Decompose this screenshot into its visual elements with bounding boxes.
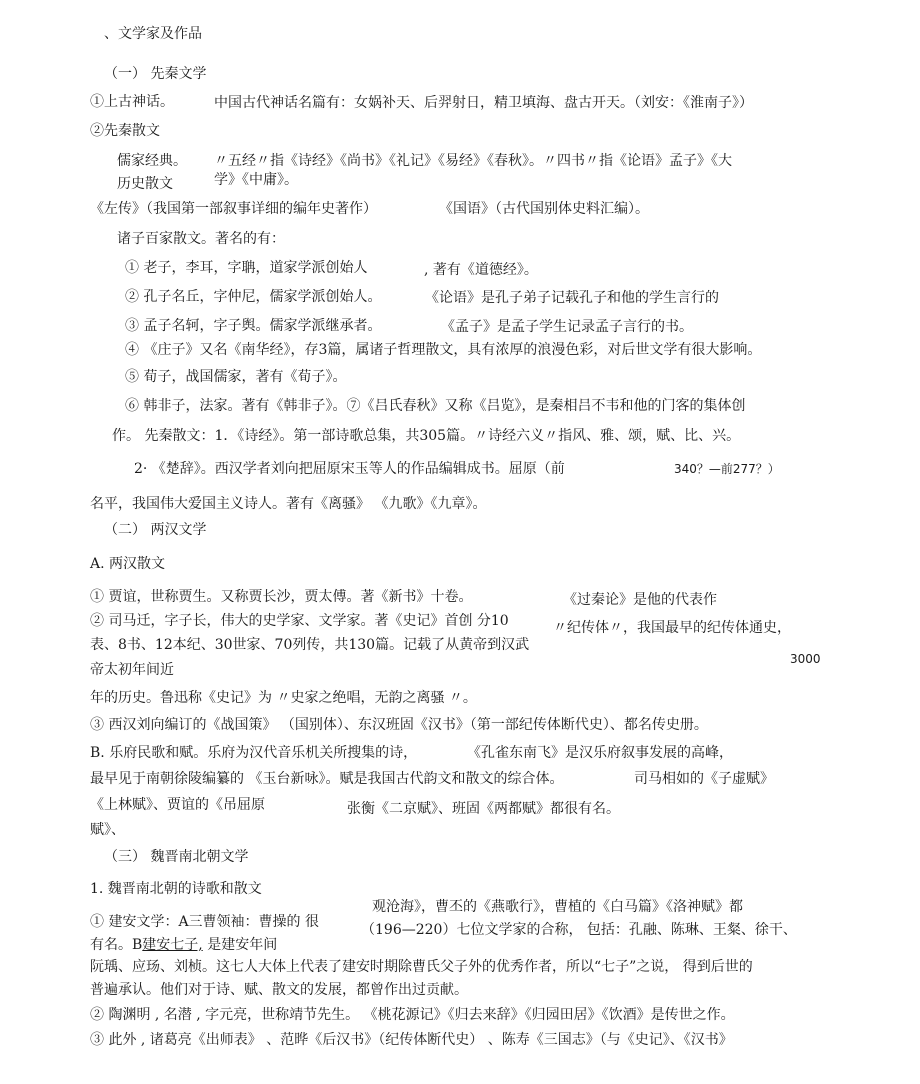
text-line: 司马相如的《子虚赋》 xyxy=(634,771,774,787)
text-line: 赋》、 xyxy=(90,822,125,838)
text-line: 《国语》（古代国别体史料汇编）。 xyxy=(439,201,649,217)
text-line: ② 司马迁，字子长，伟大的史学家、文学家。著《史记》首创 分10 xyxy=(90,613,509,629)
text-line: 年的历史。鲁迅称《史记》为 〃史家之绝唱，无韵之离骚 〃。 xyxy=(90,690,477,706)
text-line: 《左传》（我国第一部叙事详细的编年史著作） xyxy=(90,201,377,217)
text-line: 〃五经〃指《诗经》《尚书》《礼记》《易经》《春秋》。〃四书〃指《论语》孟子》《大 xyxy=(214,153,732,169)
text-line: 阮瑀、应玚、刘桢。这七人大体上代表了建安时期除曹氏父子外的优秀作者，所以“七子”之说， 得到后世的 xyxy=(90,959,753,975)
text-line: 张衡《二京赋》、班固《两都赋》都很有名。 xyxy=(347,801,620,817)
text-line: 《孔雀东南飞》是汉乐府叙事发展的高峰， xyxy=(467,745,733,761)
text-line: ④ 《庄子》又名《南华经》，存3篇，属诸子哲理散文，具有浓厚的浪漫色彩，对后世文学有很大影响。 xyxy=(125,342,762,358)
text-line: , 著有《道德经》。 xyxy=(424,262,538,278)
underlined-term: 建安七子, xyxy=(142,937,203,953)
text-line: A. 两汉散文 xyxy=(90,556,166,572)
text-line: （196—220）七位文学家的合称， 包括：孔融、陈琳、王粲、徐干、 xyxy=(361,922,797,938)
text-line: 名平，我国伟大爱国主义诗人。著有《离骚》 《九歌》《九章》。 xyxy=(90,496,487,512)
text-line: 《过秦论》是他的代表作 xyxy=(563,592,717,608)
text-line-clipped: 历史散文 xyxy=(117,176,173,190)
subsection-heading-han: （二） 两汉文学 xyxy=(104,522,207,538)
subsection-heading-pre-qin: （一） 先秦文学 xyxy=(104,66,207,82)
subsection-heading-wei-jin: （三） 魏晋南北朝文学 xyxy=(104,849,249,865)
text-line-clipped: 3000 xyxy=(790,652,821,663)
text-line: 表、8书、12本纪、30世家、70列传，共130篇。记载了从黄帝到汉武 xyxy=(90,637,530,653)
text-line: 2· 《楚辞》。西汉学者刘向把屈原宋玉等人的作品编辑成书。屈原（前 xyxy=(134,461,565,477)
text-line: 中国古代神话名篇有：女娲补天、后羿射日，精卫填海、盘古开天。（刘安：《淮南子》） xyxy=(214,95,753,111)
text-line: 帝太初年间近 xyxy=(90,662,174,678)
text-line: ③ 西汉刘向编订的《战国策》 （国别体）、东汉班固《汉书》（第一部纪传体断代史）、都名传史册。 xyxy=(90,717,708,733)
text-line xyxy=(90,937,277,954)
text-line: ② 孔子名丘，字仲尼，儒家学派创始人。 xyxy=(125,289,382,305)
text-line: 学》《中庸》。 xyxy=(214,172,298,188)
text-line: ② 陶渊明 , 名潜 , 字元亮，世称靖节先生。 《桃花源记》《归去来辞》《归园田居》《饮酒》是传世之作。 xyxy=(90,1007,735,1023)
text-line: 儒家经典。 xyxy=(117,153,187,169)
section-heading: 、文学家及作品 xyxy=(104,26,202,42)
text-line: ②先秦散文 xyxy=(90,123,160,139)
text-line: 作。 先秦散文：1．《诗经》。第一部诗歌总集，共305篇。〃诗经六义〃指风、雅、颂，赋、比、兴。 xyxy=(112,428,741,444)
text-line: 《孟子》是孟子学生记录孟子言行的书。 xyxy=(441,319,693,335)
text-line: B. 乐府民歌和赋。乐府为汉代音乐机关所搜集的诗， xyxy=(90,745,418,761)
text-line: 普遍承认。他们对于诗、赋、散文的发展，都曾作出过贡献。 xyxy=(90,982,468,998)
text-line: 《上林赋》、贾谊的《吊屈原 xyxy=(90,797,265,813)
text-line: 最早见于南朝徐陵编纂的 《玉台新咏》。赋是我国古代韵文和散文的综合体。 xyxy=(90,771,564,787)
text-line: ① 建安文学：A三曹领袖：曹操的 很 xyxy=(90,914,320,930)
text-line: ⑥ 韩非子，法家。著有《韩非子》。⑦《吕氏春秋》又称《吕览》，是秦相吕不韦和他的门客的集体创 xyxy=(125,398,746,414)
text-line: 观沧海》，曹丕的《燕歌行》，曹植的《白马篇》《洛神赋》都 xyxy=(372,899,743,915)
text-line: ① 老子，李耳，字聃，道家学派创始人 xyxy=(125,260,368,276)
text-line: 1. 魏晋南北朝的诗歌和散文 xyxy=(90,881,262,897)
text-line: ①上古神话。 xyxy=(90,94,174,110)
text-line: ① 贾谊，世称贾生。又称贾长沙，贾太傅。著《新书》十卷。 xyxy=(90,589,473,605)
text-line: 〃纪传体〃，我国最早的纪传体通史， xyxy=(553,620,791,636)
text-span: 是建安年间 xyxy=(202,937,278,953)
text-line: ③ 孟子名轲，字子舆。儒家学派继承者。 xyxy=(125,318,382,334)
text-line: ③ 此外 , 诸葛亮《出师表》 、范晔《后汉书》（纪传体断代史） 、陈寿《三国志》（与《史记》、《汉书》 xyxy=(90,1032,733,1048)
text-line: ⑤ 荀子，战国儒家，著有《荀子》。 xyxy=(125,369,347,385)
text-line: 340？—前277？） xyxy=(674,462,780,476)
text-span: 有名。B xyxy=(90,937,143,953)
text-line: 诸子百家散文。著名的有： xyxy=(117,231,285,247)
text-line: 《论语》是孔子弟子记载孔子和他的学生言行的 xyxy=(425,290,719,306)
